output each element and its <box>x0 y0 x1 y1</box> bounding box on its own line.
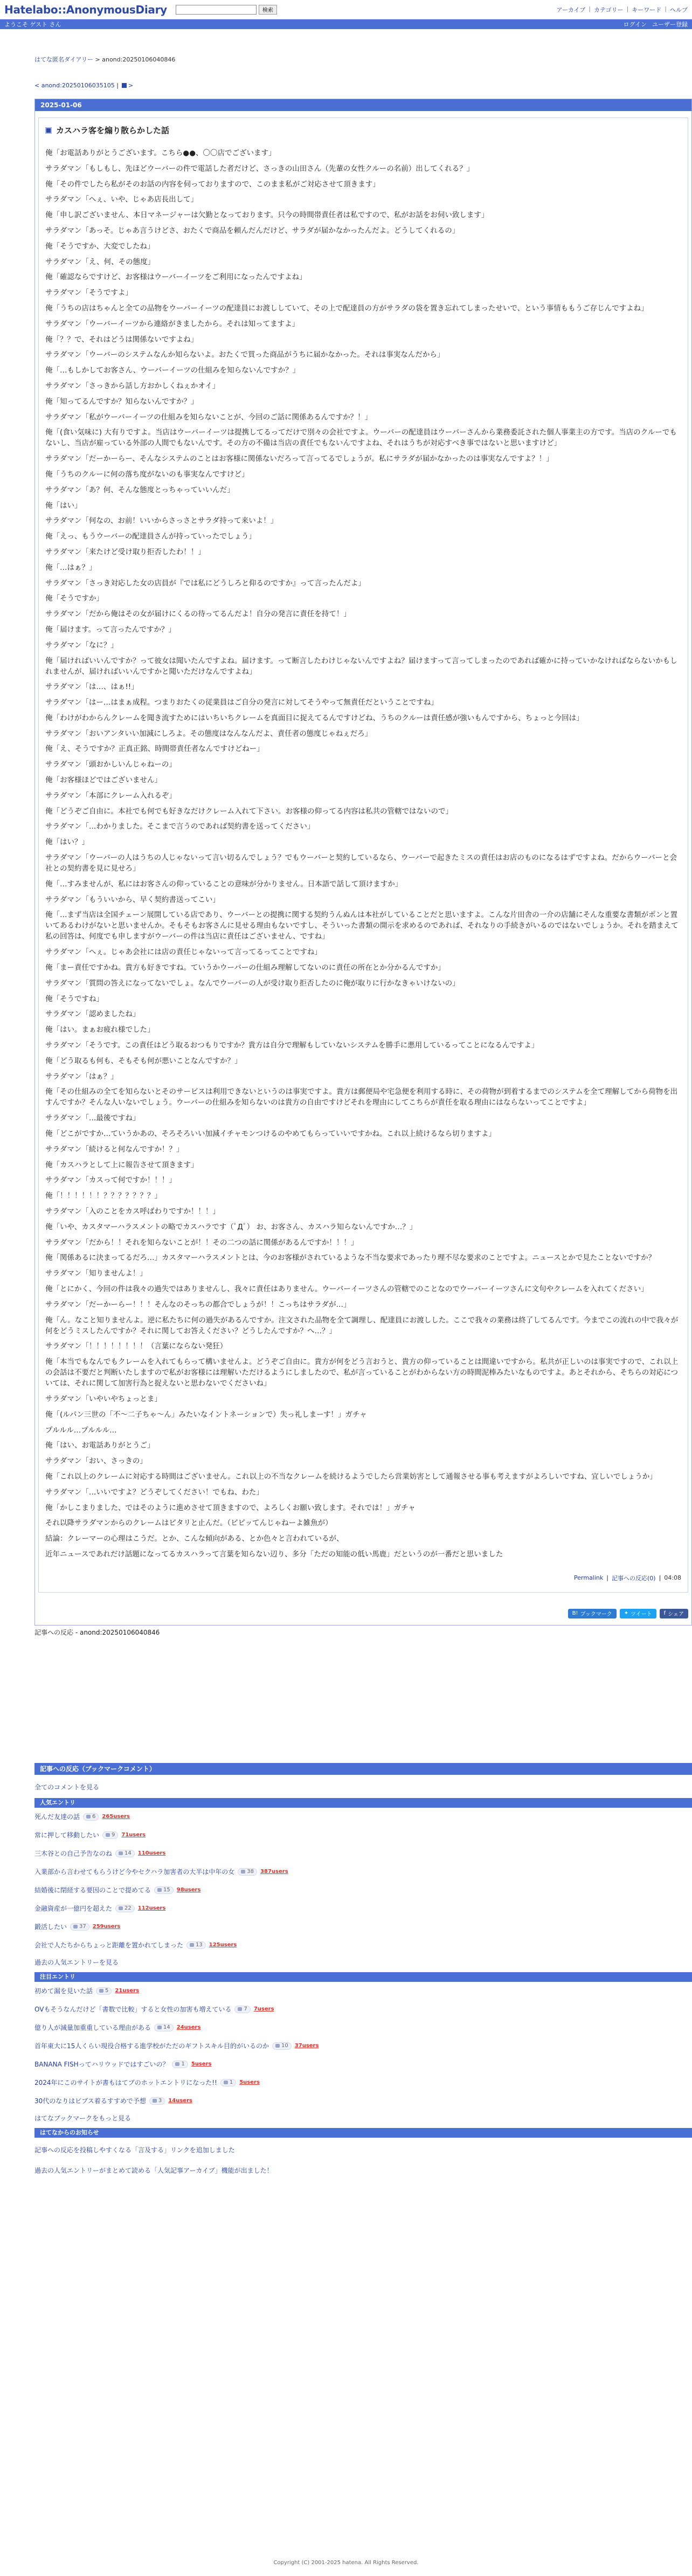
list-item <box>34 2019 692 2037</box>
body-line: 俺「届けます。って言ったんですか？」 <box>45 625 176 634</box>
entry-time: 04:08 <box>664 1574 681 1582</box>
body-line: 俺「届ければいいんですか？って彼女は聞いたんですよね。届けます。って断言したわけじゃないんですよね？届けますって言ってしまったのであれば確かに持っていかなければならないかもしれませんが、届ければいいんですかと聞いただけなんですよね」 <box>45 656 677 676</box>
bookmark-users-link[interactable]: 387users <box>260 1869 288 1875</box>
comment-count: 22 <box>124 1905 132 1912</box>
entry-title-row <box>45 125 681 136</box>
body-line: 俺「…まず当店は全国チェーン展開している店であり、ウーバーとの提携に関する契約うんぬんは本社がしていることだと思いますよ。こんな片田舎の一介の店舗にそんな重要な書類がポンと置いてあるわけがないと思いませんか。そもそもお客さんに見せる理由もないですし、そういった書類の開示を求めるのであれば、それなりの手続きがいるのではないでしょうか。それを踏まえて私の回答は、何度でも申しますがウーバーの件は当店に責任はございません、ですね」 <box>45 911 679 941</box>
body-line: サラダマン「知りませんよ！」 <box>45 1269 147 1278</box>
trackback-link[interactable]: 記事への反応(0) <box>611 1574 656 1582</box>
comment-count: 14 <box>124 1850 132 1857</box>
diary-day <box>34 99 692 1626</box>
welcome-text: ようこそ ゲスト さん <box>4 21 61 28</box>
entry-link[interactable]: 結婚後に閉経する要因のことで提めてる <box>34 1886 151 1895</box>
comment-bubble-icon <box>275 2044 280 2048</box>
nav-separator: | <box>626 5 629 12</box>
comment-count-badge[interactable] <box>102 1831 118 1839</box>
bookmark-users-link[interactable]: 125users <box>209 1942 237 1948</box>
popular-entry-list <box>34 1808 692 1954</box>
body-line: 俺「はい、お電話ありがとうご」 <box>45 1441 155 1450</box>
entry-link[interactable]: 2024年にこのサイトが書もはてブのホットエントリになった!! <box>34 2079 217 2087</box>
nav-help[interactable]: ヘルプ <box>670 6 688 13</box>
permalink-link[interactable]: Permalink <box>574 1574 604 1582</box>
body-line: 俺「まー責任ですかね。貴方も好きですね。ていうかウーバーの仕組み理解してないのに責任の所在とか分かるんですか」 <box>45 963 445 973</box>
entry-link[interactable]: 首年東大に15人くらい現役合格する進学校がただのギフトスキル目的がいるのか <box>34 2042 269 2050</box>
entry-link[interactable]: 死んだ友達の話 <box>34 1813 80 1821</box>
comment-bubble-icon <box>119 1906 123 1910</box>
bookmark-users-link[interactable]: 24users <box>176 2024 201 2031</box>
entry-link[interactable]: 会社で人たちからちょっと距離を置かれてしまった <box>34 1941 184 1950</box>
list-item <box>34 2000 692 2019</box>
body-line: 俺「(ルパン三世の「不〜二子ちゃ〜ん」みたいなイントネーションで）失っ礼しまーす！」ガチャ <box>45 1410 367 1419</box>
entry-link[interactable]: 億り人が減量加重重している理由がある <box>34 2024 151 2032</box>
body-line: 俺「…もしかしてお客さん、ウーバーイーツの仕組みを知らないんですか？」 <box>45 366 300 375</box>
body-line: 俺「お電話ありがとうございます。こちら●●、〇〇店でございます」 <box>45 149 276 157</box>
nav-keyword[interactable]: キーワード <box>632 6 662 13</box>
entry-pager <box>34 82 692 89</box>
body-line: サラダマン「おいアンタいい加減にしろよ。その態度はなんなんだよ、責任者の態度じゃねぇだろ」 <box>45 729 372 738</box>
next-entry-link[interactable]: > <box>126 82 134 89</box>
body-line: 俺「うちのクルーに何の落ち度がないのも事実なんですけど」 <box>45 470 249 479</box>
comment-count-badge[interactable] <box>234 2006 250 2013</box>
site-logo[interactable]: Hatelabo::AnonymousDiary <box>4 3 167 16</box>
comment-bubble-icon <box>175 2062 179 2066</box>
body-line: 俺「(食い気味に) 大有りですよ。当店はウーバーイーツは提携してるってだけで別々の会社ですよ。ウーバーの配達員はウーバーさんから業務委託された個人事業主の方です。当店のクルーでもないし、当店が雇っている外部の人間でもないんです。その方の不備は当店の責任でもないんですよね、それはうちが対応すべき事ではないと思いますけど」 <box>45 428 677 448</box>
entry-section <box>38 118 688 1593</box>
comment-count: 15 <box>163 1887 170 1893</box>
body-line: サラダマン「何なの、お前！いいからさっさとサラダ持って来いよ！」 <box>45 516 278 526</box>
list-item <box>34 2074 692 2092</box>
bookmark-users-link[interactable]: 98users <box>176 1887 201 1893</box>
entry-link[interactable]: 金融資産が一億円を超えた <box>34 1905 113 1913</box>
entry-body <box>45 148 681 1560</box>
bird-icon: ✦ <box>624 1610 629 1617</box>
popular-heading: 人気エントリ <box>34 1798 692 1808</box>
body-line: サラダマン「入のことをカス呼ばわりですか！！！」 <box>45 1207 220 1216</box>
comment-bubble-icon <box>106 1833 110 1837</box>
body-line: サラダマン「認めましたね」 <box>45 1010 140 1019</box>
body-line: 俺「どう取るも何も、そもそも何が悪いことなんですか？」 <box>45 1056 242 1065</box>
search-form <box>176 5 277 15</box>
entry-footer <box>45 1574 681 1582</box>
bookmark-users-link[interactable]: 37users <box>294 2043 319 2049</box>
body-line: 俺「…はぁ？」 <box>45 563 96 572</box>
body-line: 俺「これ以上のクレームに対応する時間はございません。これ以上の不当なクレームを続けるようでしたら営業妨害として通報させる事も考えますがよろしいですね、宜しいでしょうか」 <box>45 1472 657 1481</box>
body-line: サラダマン「…わかりました。そこまで言うのであれば契約書を送ってください」 <box>45 822 315 831</box>
comment-bubble-icon <box>157 2026 162 2029</box>
notice-item <box>34 2140 692 2160</box>
nav-separator: | <box>665 5 667 12</box>
comment-count-badge[interactable] <box>70 1923 89 1931</box>
body-line: 俺「え、そうですか？正真正銘、時間帯責任者なんですけどねー」 <box>45 745 264 754</box>
breadcrumb-current: anond:20250106040846 <box>102 56 176 63</box>
entry-link[interactable]: 常に押して移動したい <box>34 1831 100 1840</box>
body-line: サラダマン「だーかーらー！！！そんなのそっちの都合でしょうが！！こっちはサラダが…」 <box>45 1300 351 1309</box>
body-line: 俺「はい。まぁお疲れ様でした」 <box>45 1025 155 1035</box>
comment-count-badge[interactable] <box>172 2061 188 2068</box>
list-item <box>34 1982 692 2000</box>
body-line: サラダマン「なに？」 <box>45 640 118 650</box>
nav-archive[interactable]: アーカイブ <box>556 6 586 13</box>
comment-count-badge[interactable] <box>149 2097 165 2105</box>
entry-link[interactable]: 30代のなりはビブス着るすすめで予想 <box>34 2097 146 2105</box>
bookmark-users-link[interactable]: 5users <box>239 2079 260 2086</box>
site-header <box>0 0 692 19</box>
body-line: 近年ニュースであれだけ話題になってるカスハラって言葉を知らない辺り、多分「ただの知能の低い馬鹿」だというのが一番だと思いました <box>45 1549 503 1559</box>
list-item <box>34 1918 692 1936</box>
comment-count-badge[interactable] <box>154 1886 174 1894</box>
body-line: サラダマン「カスって何ですか！！！」 <box>45 1176 176 1185</box>
body-line: サラダマン「…いいですよ？どうぞしてください！でもね、わた」 <box>45 1487 264 1497</box>
prev-entry-link[interactable]: < anond:20250106035105 <box>34 82 115 89</box>
list-item <box>34 1881 692 1899</box>
body-line: サラダマン「来たけど受け取り拒否したわ！！」 <box>45 547 205 556</box>
comment-count-badge[interactable] <box>96 1987 112 1995</box>
entry-link[interactable]: 入業部から言わせてもらうけど今やセクハラ加害者の大半は中年の女 <box>34 1868 235 1876</box>
share-buttons <box>35 1609 688 1618</box>
list-item <box>34 1936 692 1954</box>
body-line: 俺「本当でもなんでもクレームを入れてもらって構いませんよ。どうぞご自由に。貴方が何をどう言おうと、貴方の仰っていることは間違いですから。私共が正しいのは事実ですので、これ以上の会話は不要だと判断いたしますので私がお客様には理解いただけるようにしましたので、私が言っていることがわからない方の時間泥棒みたいなものですよ。あとそれから、そちらの対応については、それに関して加害行為と捉えないと思わないでくださいね」 <box>45 1358 679 1388</box>
comment-count: 14 <box>163 2024 170 2031</box>
footer-separator: | <box>659 1574 661 1582</box>
bookmark-users-link[interactable]: 259users <box>92 1924 121 1930</box>
comment-count-badge[interactable] <box>272 2042 292 2050</box>
body-line: 俺「かしこまりました、ではそのように進めさせて頂きますので、よろしくお願い致します。それでは！」ガチャ <box>45 1503 416 1512</box>
body-line: サラダマン「頭おかしいんじゃねーの」 <box>45 760 176 769</box>
list-item <box>34 2092 692 2110</box>
list-item <box>34 2055 692 2074</box>
bookmark-users-link[interactable]: 71users <box>121 1832 146 1838</box>
hatena-bookmark-button[interactable] <box>568 1609 617 1618</box>
register-link[interactable]: ユーザー登録 <box>652 21 688 28</box>
comment-count-badge[interactable] <box>186 1941 206 1949</box>
main-content <box>34 55 692 2185</box>
breadcrumb-separator: > <box>93 56 102 63</box>
body-line: サラダマン「もしもし、先ほどウーバーの件で電話した者だけど、さっきの山田さん（先輩の女性クルーの名前）出してくれる？」 <box>45 164 474 173</box>
entry-square-icon <box>45 127 52 134</box>
comment-bubble-icon <box>241 1870 245 1874</box>
body-line: 俺「わけがわからんクレームを聞き流すためにはいちいちクレームを真面目に捉えてるんですけどね、うちのクルーは責任感が強いもんですから、ちょっと今回は」 <box>45 713 584 722</box>
comment-bubble-icon <box>157 1888 162 1892</box>
hatena-bookmark-label: ブックマーク <box>580 1611 612 1618</box>
list-item <box>34 1863 692 1881</box>
body-line: 俺「そうですね」 <box>45 994 103 1003</box>
comment-bubble-icon <box>99 1989 103 1993</box>
entry-link[interactable]: 三木谷との自己予告なのね <box>34 1850 113 1858</box>
body-line: サラダマン「…最後ですね」 <box>45 1114 140 1123</box>
body-line: サラダマン「あ？何、そんな態度とっちゃっていいんだ」 <box>45 485 234 494</box>
reactions-heading: 記事への反応（ブックマークコメント） <box>34 1763 692 1775</box>
attention-entry-list <box>34 1982 692 2110</box>
comment-count-badge[interactable] <box>154 2024 174 2031</box>
popular-more-link[interactable]: 過去の人気エントリーを見る <box>34 1958 119 1966</box>
user-nav <box>624 20 688 29</box>
bookmark-users-link[interactable]: 14users <box>168 2098 192 2104</box>
all-comments-link[interactable]: 全てのコメントを見る <box>34 1783 100 1791</box>
body-line: プルルル…プルルル… <box>45 1425 117 1435</box>
body-line: 俺「その仕組みの全てを知らないとそのサービスは利用できないというのは事実ですよ。貴方は郵便局や宅急便を利用する時に、その荷物が到着するまでのシステムを全て理解してから荷物を出すんですか？そんな人いないでしょう。ウーバーの仕組みを知らないのは貴方の自由ですけどそれを理由にしてこちらが責任を取る理由にはならないってことですよ」 <box>45 1087 678 1107</box>
list-item <box>34 1844 692 1863</box>
entry-link[interactable]: 鍛活したい <box>34 1923 67 1931</box>
body-line: サラダマン「本部にクレーム入れるぞ」 <box>45 791 176 800</box>
attention-more-link[interactable]: はてなブックマークをもっと見る <box>34 2114 132 2122</box>
comment-count: 3 <box>158 2098 162 2104</box>
body-line: 俺「その件でしたら私がそのお話の内容を伺っておりますので、このまま私がご対応させて頂きます」 <box>45 180 380 189</box>
bookmark-users-link[interactable]: 7users <box>253 2006 274 2013</box>
comment-count: 37 <box>79 1924 86 1930</box>
body-line: 俺「ん。なこと知りませんよ。逆に私たちに何の過失があるんですか。注文された品物を全て調理し、配達員にお渡しした。ここで我々の業務は終了してるんです。今までこの流れの中で我々が何をどうミスしたんですか？それに関してお答えください？どうしたんですか？へ…？」 <box>45 1315 679 1335</box>
body-line: サラダマン「そうですよ」 <box>45 288 133 298</box>
comment-count: 1 <box>229 2079 233 2086</box>
list-item <box>34 2037 692 2055</box>
copyright: Copyright (C) 2001-2025 hatena. All Rights Reserved. <box>273 2560 419 2566</box>
body-line: サラダマン「だーかーらー、そんなシステムのことはお客様に関係ないだろって言ってるでしょうが。私にサラダが届かなかったのは事実なんですよ？！」 <box>45 454 553 464</box>
comment-count-badge[interactable] <box>115 1850 135 1857</box>
comment-bubble-icon <box>86 1815 91 1819</box>
list-item <box>34 1826 692 1844</box>
comment-bubble-icon <box>73 1925 78 1928</box>
body-line: サラダマン「へぇ。じゃあ会社には店の責任じゃないって言ってるってことですね」 <box>45 948 322 957</box>
body-line: 俺「？？で、それはどうは関係ないですよね」 <box>45 335 198 344</box>
entry-link[interactable]: OVもそうなんだけど「書数で比較」すると女性の加害も増えている <box>34 2006 232 2014</box>
body-line: 俺「うちの店はちゃんと全ての品物をウーバーイーツの配達員にお渡ししていて、その上で配達員の方がサラダの袋を置き忘れてしまったせいで、という事情ももうご存じんですよね」 <box>45 304 648 313</box>
entry-date: 2025-01-06 <box>35 99 691 111</box>
comment-count: 38 <box>247 1869 254 1875</box>
notice-link[interactable]: 過去の人気エントリーがまとめて読める「人気記事アーカイブ」機能が出ました！ <box>34 2166 273 2174</box>
tweet-label: ツイート <box>631 1611 652 1618</box>
header-nav <box>556 5 688 14</box>
body-line: サラダマン「！！！！！！！！（言葉にならない発狂） <box>45 1342 227 1351</box>
body-line: サラダマン「ウーバーのシステムなんか知らないよ。おたくで買った商品がうちに届かなかった。それは事実なんだから」 <box>45 350 445 360</box>
body-line: 俺「はい？」 <box>45 838 89 847</box>
body-line: 俺「！！！！！！？？？？？？？」 <box>45 1191 162 1201</box>
bookmark-users-link[interactable]: 112users <box>137 1905 166 1912</box>
body-line: サラダマン「あっそ。じゃあ言うけどさ、おたくで商品を頼んだんだけど、サラダが届かなかったんだよ。どうしてくれるの」 <box>45 226 460 235</box>
login-link[interactable]: ログイン <box>623 21 647 28</box>
body-line: 俺「そうですか、大変でしたね」 <box>45 242 155 251</box>
body-line: サラダマン「はー…はまぁ成程。つまりおたくの従業員はご自分の発言に対してそうやって無責任だということですね」 <box>45 698 438 707</box>
body-line: サラダマン「ウーバーイーツから連絡がきましたから。それは知ってますよ」 <box>45 319 300 328</box>
bookmark-users-link[interactable]: 21users <box>115 1988 140 1994</box>
body-line: サラダマン「そうです。この責任はどう取るおつもりですか？貴方は自分で理解もしていないシステムを勝手に悪用しているってことになるんですよ」 <box>45 1041 539 1050</box>
body-line: 俺「お客様ほどではございません」 <box>45 776 162 785</box>
bottom-panels <box>34 1763 692 2185</box>
body-line: 俺「どうぞご自由に。本社でも何でも好きなだけクレーム入れて下さい。お客様の仰ってる内容は私共の管轄ではないので」 <box>45 807 453 816</box>
comment-count-badge[interactable] <box>220 2079 236 2086</box>
comment-count: 6 <box>92 1814 96 1820</box>
breadcrumb <box>34 55 692 64</box>
notice-link[interactable]: 記事への反応を投稿しやすくなる「言及する」リンクを追加しました <box>34 2146 235 2154</box>
body-line: サラダマン「へぇ、いや、じゃあ店長出して」 <box>45 195 198 204</box>
comment-count-badge[interactable] <box>238 1868 257 1876</box>
comment-count: 1 <box>181 2061 185 2068</box>
body-line: サラダマン「さっきから話し方おかしくねぇかオイ」 <box>45 381 220 390</box>
comment-bubble-icon <box>238 2007 242 2011</box>
body-line: 俺「知ってるんですか？知らないんですか？」 <box>45 397 198 406</box>
hatena-b-icon: B! <box>572 1610 578 1617</box>
comment-bubble-icon <box>153 2099 157 2103</box>
facebook-share-label: シェア <box>668 1611 684 1618</box>
search-button[interactable]: 検索 <box>259 5 277 15</box>
comment-count: 13 <box>196 1942 203 1948</box>
notice-list <box>34 2138 692 2185</box>
body-line: 俺「はい」 <box>45 501 82 510</box>
body-line: サラダマン「私がウーバーイーツの仕組みを知らないことが、今回のご話に関係あるんですか？！」 <box>45 412 372 422</box>
attention-heading: 注目エントリ <box>34 1972 692 1982</box>
body-line: サラダマン「おい、さっきの」 <box>45 1457 147 1466</box>
nav-category[interactable]: カテゴリー <box>594 6 624 13</box>
entry-title: カスハラ客を煽り散らかした話 <box>56 126 170 135</box>
body-line: 俺「確認ならですけど、お客様はウーバーイーツをご利用になったんですよね」 <box>45 273 307 282</box>
nav-separator: | <box>589 5 591 12</box>
entry-link[interactable]: 初めて漏を見いた話 <box>34 1987 93 1995</box>
bookmark-users-link[interactable]: 5users <box>191 2061 212 2068</box>
notice-item <box>34 2160 692 2181</box>
body-line: 俺「関係あるに決まってるだろ…」カスタマーハラスメントとは、今のお客様がされているような不当な要求であったり理不尽な要求のことですよ。ニュースとかで見たことないですか？ <box>45 1253 656 1263</box>
body-line: 俺「えっ、もうウーバーの配達員さんが持っていったでしょう」 <box>45 532 256 541</box>
comment-bubble-icon <box>224 2081 228 2084</box>
body-line: 結論：クレーマーの心理はこうだ。とか、こんな傾向がある、とか色々と言われているが、 <box>45 1534 344 1544</box>
comment-count-badge[interactable] <box>83 1813 99 1821</box>
pager-separator: | <box>114 82 121 89</box>
list-item <box>34 1808 692 1826</box>
list-item <box>34 1899 692 1918</box>
bookmark-users-link[interactable]: 110users <box>137 1850 166 1857</box>
comment-count-badge[interactable] <box>115 1905 135 1912</box>
notice-heading: はてなからのお知らせ <box>34 2128 692 2138</box>
body-line: サラダマン「続けると何なんですか！？」 <box>45 1145 184 1154</box>
body-line: サラダマン「だから俺はその女が届けにくるの待ってるんだよ！自分の発言に責任を持て！」 <box>45 610 351 619</box>
body-line: サラダマン「さっき対応した女の店員が『では私にどうしろと仰るのですか』って言ったんだよ」 <box>45 578 365 588</box>
bookmark-users-link[interactable]: 265users <box>102 1814 130 1820</box>
body-line: 俺「どこがですか…ていうかあの、そろそろいい加減イチャモンつけるのやめてもらっていいですかね。これ以上続けるなら切りますよ」 <box>45 1129 496 1139</box>
body-line: 俺「いや、カスタマーハラスメントの略でカスハラです（ﾟДﾟ） お、お客さん、カスハラ知らないんですか…？」 <box>45 1222 417 1231</box>
footer-separator: | <box>606 1574 608 1582</box>
pager-square-icon[interactable] <box>122 83 127 88</box>
comment-bubble-icon <box>190 1943 194 1947</box>
search-input[interactable] <box>176 5 257 15</box>
body-line: サラダマン「もういいから、早く契約書送ってこい」 <box>45 895 220 904</box>
comment-bubble-icon <box>119 1851 123 1855</box>
body-line: サラダマン「質問の答えになってないでしょ。なんでウーバーの人が受け取り拒否したのに俺が取りに行かなきゃいけないの」 <box>45 979 460 988</box>
user-bar <box>0 19 692 29</box>
body-line: サラダマン「え、何、その態度」 <box>45 257 155 266</box>
body-line: サラダマン「はぁ？」 <box>45 1072 118 1081</box>
tweet-button[interactable] <box>620 1609 656 1618</box>
body-line: 俺「カスハラとして上に報告させて頂きます」 <box>45 1160 198 1169</box>
body-line: サラダマン「は…、はぁ!!」 <box>45 683 139 692</box>
body-line: 俺「とにかく、今回の件は我々の過失ではありませんし、我々に責任はありません。ウーバーイーツさんの管轄でのことなのでウーバーイーツさんに文句やクレームを入れてください」 <box>45 1284 648 1293</box>
body-line: それ以降サラダマンからのクレームはピタリと止んだ。（ピピッてんじゃねーよ雑魚が） <box>45 1519 333 1528</box>
body-line: サラダマン「ウーバーの人はうちの人じゃないって言い切るんでしょう？でもウーバーと契約しているなら、ウーバーで起きたミスの責任はお店のものになるはずですよね。だからウーバーと会社との契約書を見に見せろ」 <box>45 853 677 873</box>
entry-link[interactable]: BANANA FISHってハリウッドではすごいの？ <box>34 2061 169 2069</box>
trackback-heading: 記事への反応 - anond:20250106040846 <box>34 1628 160 1636</box>
facebook-icon: f <box>663 1610 666 1617</box>
comment-count: 7 <box>244 2006 247 2013</box>
comment-count: 10 <box>281 2043 288 2049</box>
comment-count: 5 <box>105 1988 109 1994</box>
comment-count: 9 <box>112 1832 115 1838</box>
body-line: 俺「そうですか」 <box>45 594 103 603</box>
body-line: サラダマン「だから！！それを知らないことが！！その二つの話に関係があるんですか！！！」 <box>45 1238 358 1247</box>
body-line: 俺「…すみませんが、私にはお客さんの仰っていることの意味が分かりません。日本語で話して頂けますか」 <box>45 879 403 888</box>
facebook-share-button[interactable] <box>660 1609 688 1618</box>
breadcrumb-home[interactable]: はてな匿名ダイアリー <box>34 56 94 63</box>
body-line: 俺「申し訳ございません、本日マネージャーは欠勤となっております。只今の時間帯責任者は私ですので、私がお話をお伺い致します」 <box>45 211 489 220</box>
body-line: サラダマン「いやいやちょっとま」 <box>45 1394 162 1403</box>
